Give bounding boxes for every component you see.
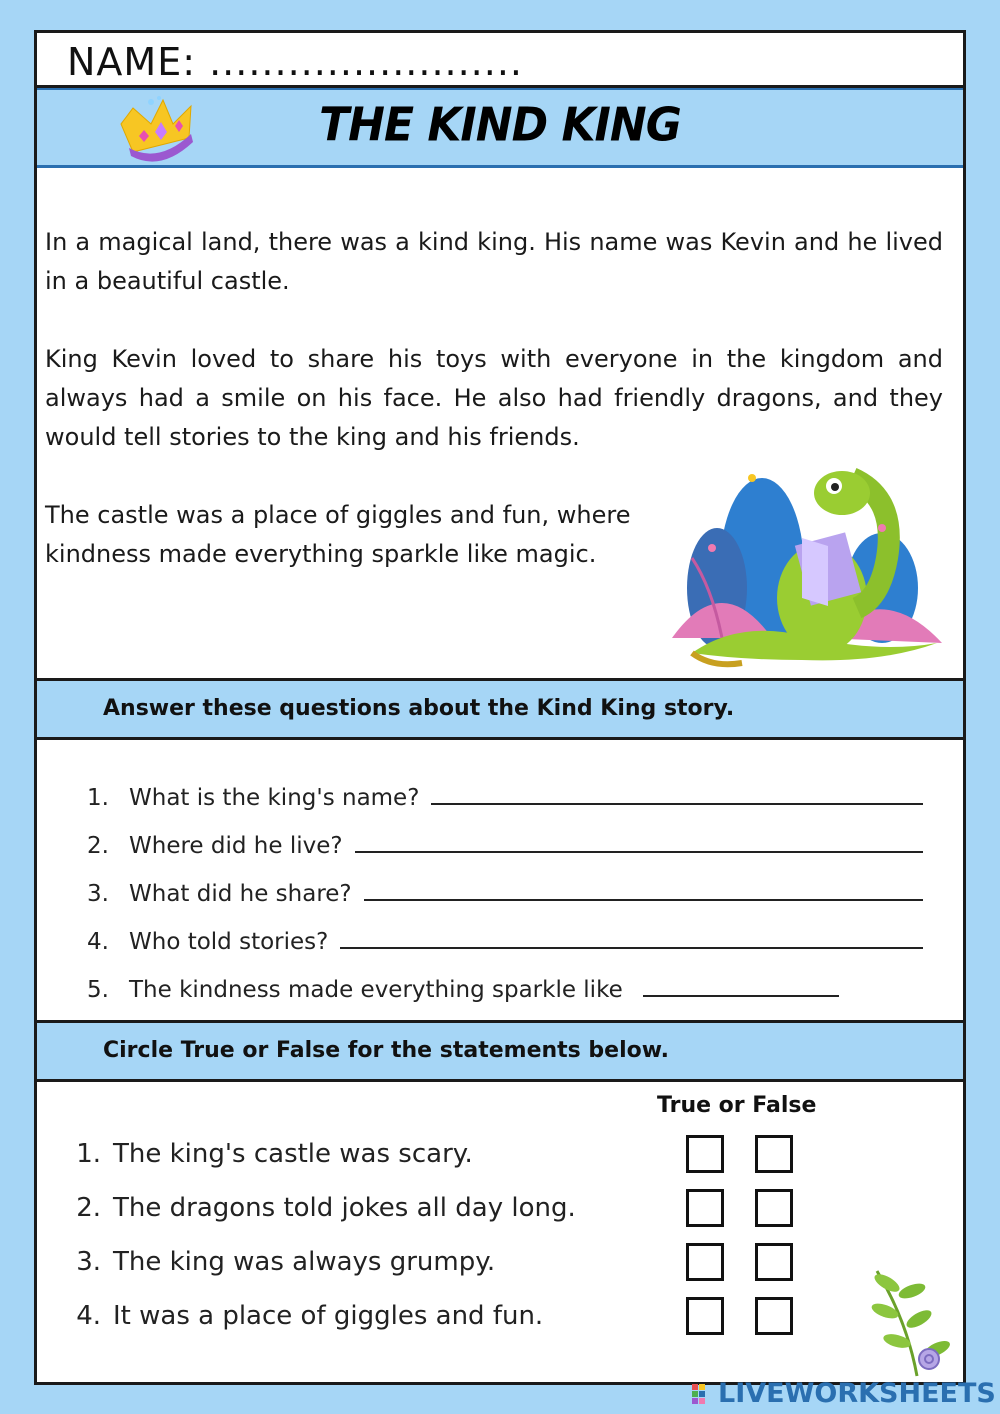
statement-text: It was a place of giggles and fun. [113, 1301, 544, 1331]
question-number: 3. [87, 881, 109, 907]
story-paragraph: In a magical land, there was a kind king. His name was Kevin and he lived in a beautiful castle. [45, 228, 943, 295]
questions-instruction-band [37, 678, 963, 740]
false-checkbox[interactable] [755, 1243, 793, 1281]
question-text: The kindness made everything sparkle like [129, 977, 623, 1003]
question-list [63, 763, 923, 1003]
plant-snail-illustration [857, 1261, 967, 1381]
question-number: 1. [87, 785, 109, 811]
answer-line[interactable] [340, 947, 923, 949]
true-false-instruction: Circle True or False for the statements below. [103, 1038, 670, 1063]
dragon-reading-illustration [652, 438, 947, 678]
list-item [63, 955, 923, 1003]
liveworksheets-logo [690, 1378, 996, 1408]
answer-line[interactable] [355, 851, 923, 853]
true-false-list [67, 1131, 827, 1347]
statement-number: 4. [76, 1301, 101, 1331]
name-field[interactable] [37, 33, 963, 88]
true-checkbox[interactable] [686, 1243, 724, 1281]
page-title: THE KIND KING [319, 98, 681, 153]
true-false-instruction-band [37, 1020, 963, 1082]
question-text: What is the king's name? [129, 785, 420, 811]
question-number: 4. [87, 929, 109, 955]
answer-line[interactable] [643, 995, 839, 997]
list-item [63, 811, 923, 859]
false-checkbox[interactable] [755, 1297, 793, 1335]
story-paragraph: King Kevin loved to share his toys with everyone in the kingdom and always had a smile on his face. He also had friendly dragons, and they would tell stories to the king and his friends. [45, 345, 943, 451]
statement-number: 1. [76, 1139, 101, 1169]
true-checkbox[interactable] [686, 1135, 724, 1173]
list-item [67, 1131, 827, 1185]
list-item [67, 1185, 827, 1239]
true-checkbox[interactable] [686, 1189, 724, 1227]
statement-text: The dragons told jokes all day long. [113, 1193, 576, 1223]
statement-text: The king's castle was scary. [113, 1139, 473, 1169]
answer-line[interactable] [364, 899, 923, 901]
brand-text: LIVEWORKSHEETS [718, 1377, 996, 1409]
liveworksheets-icon [690, 1380, 716, 1406]
statement-text: The king was always grumpy. [113, 1247, 496, 1277]
list-item [63, 859, 923, 907]
worksheet [34, 30, 966, 1385]
answer-line[interactable] [431, 803, 923, 805]
question-number: 5. [87, 977, 109, 1003]
list-item [67, 1293, 827, 1347]
false-checkbox[interactable] [755, 1189, 793, 1227]
false-checkbox[interactable] [755, 1135, 793, 1173]
question-text: Where did he live? [129, 833, 343, 859]
title-bar [37, 88, 963, 168]
list-item [67, 1239, 827, 1293]
question-text: Who told stories? [129, 929, 329, 955]
list-item [63, 763, 923, 811]
list-item [63, 907, 923, 955]
questions-instruction: Answer these questions about the Kind King story. [103, 696, 735, 721]
question-number: 2. [87, 833, 109, 859]
story-paragraph: The castle was a place of giggles and fun, where kindness made everything sparkle like magic. [45, 501, 631, 568]
question-text: What did he share? [129, 881, 352, 907]
statement-number: 3. [76, 1247, 101, 1277]
name-label: NAME: ........................ [67, 40, 523, 84]
statement-number: 2. [76, 1193, 101, 1223]
true-checkbox[interactable] [686, 1297, 724, 1335]
true-false-header: True or False [657, 1093, 817, 1118]
